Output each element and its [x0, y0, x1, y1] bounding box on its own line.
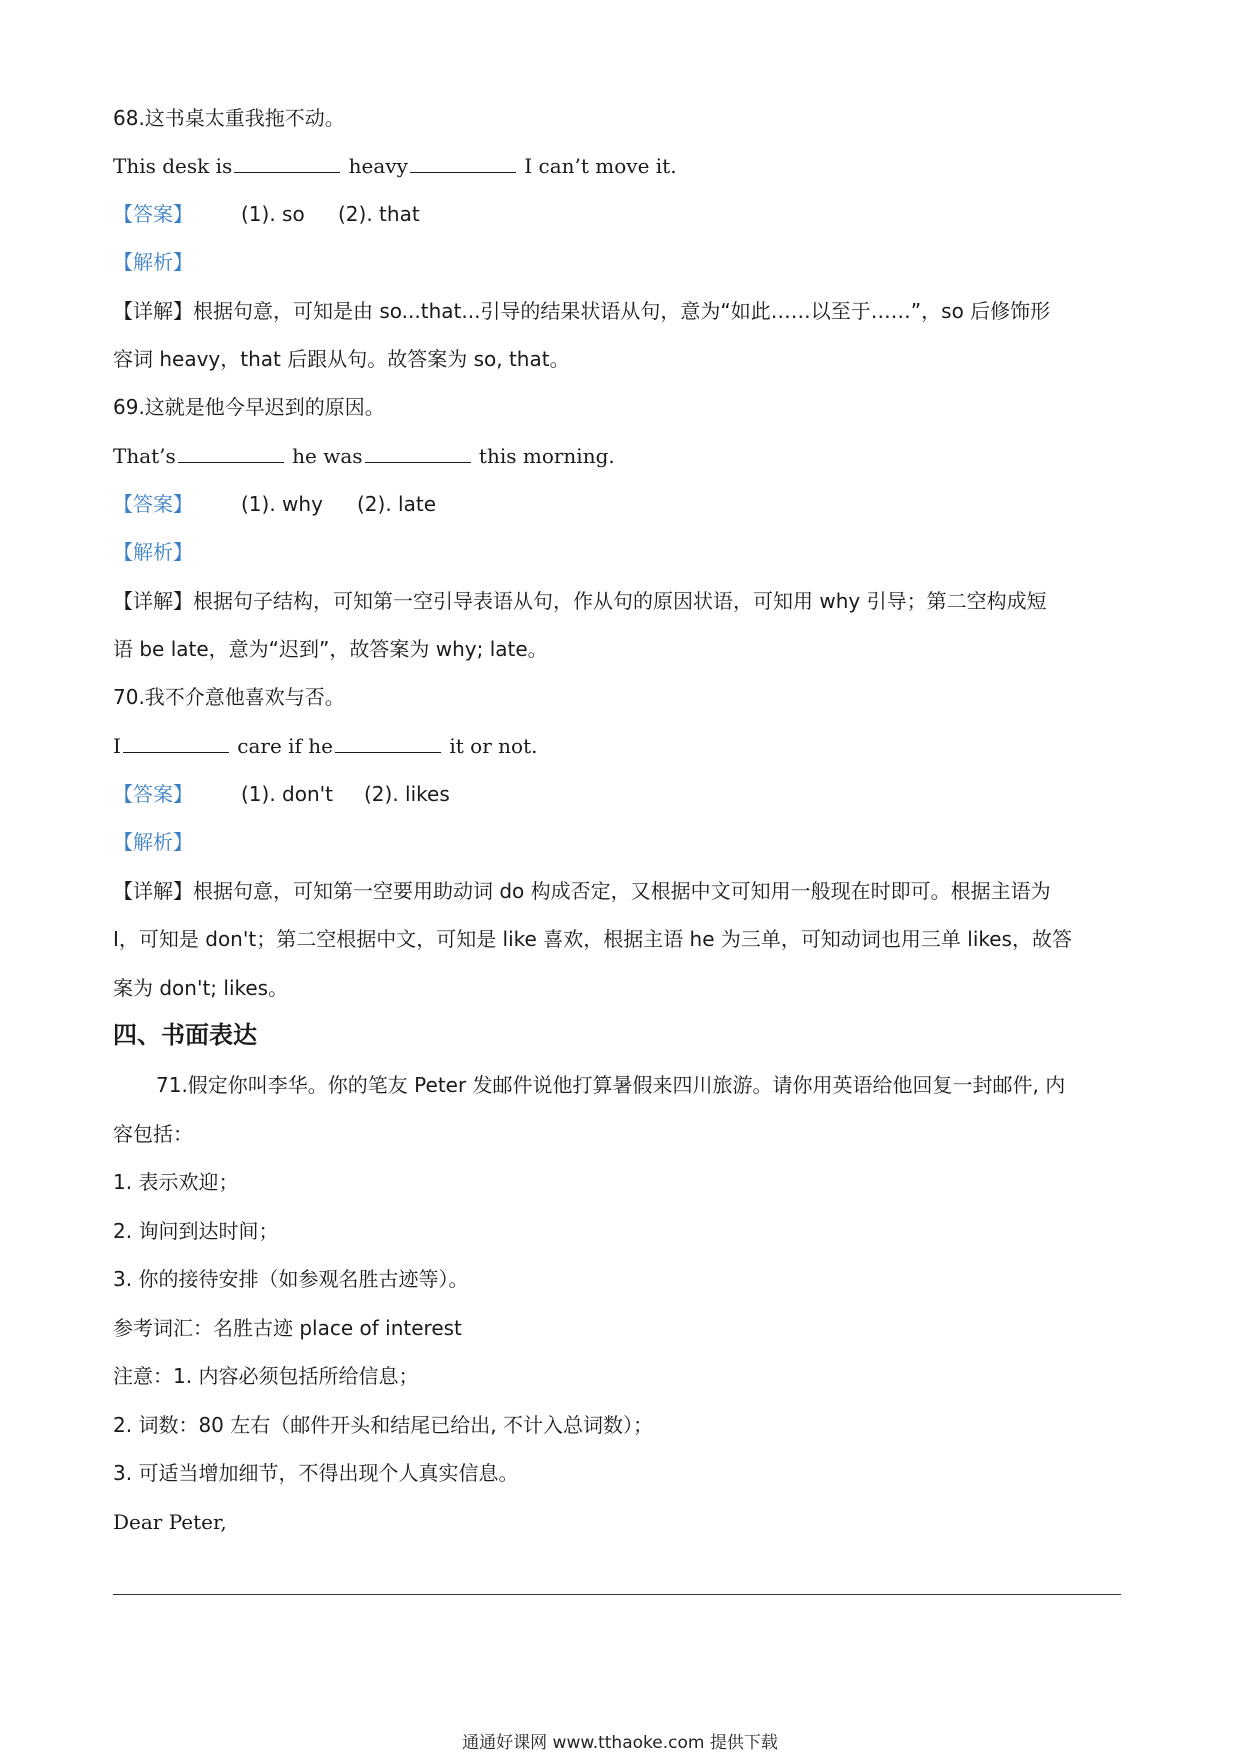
q68-part-1: This desk is — [113, 154, 233, 178]
analysis-tag: 【解析】 — [113, 830, 193, 854]
detail-tag: 【详解】 — [113, 299, 193, 323]
letter-greeting: Dear Peter, — [113, 1510, 227, 1534]
q68-part-3: I can’t move it. — [524, 154, 677, 178]
q70-answer-1: (1). don't — [241, 782, 333, 806]
detail-tag: 【详解】 — [113, 589, 193, 613]
note-2: 2. 词数：80 左右（邮件开头和结尾已给出, 不计入总词数）； — [113, 1413, 653, 1437]
q68-answer-2: (2). that — [338, 202, 420, 226]
q69-answer-row — [113, 490, 437, 518]
q70-part-2: care if he — [237, 734, 334, 758]
q69-blank-2[interactable] — [365, 442, 471, 463]
note-1: 注意：1. 内容必须包括所给信息； — [113, 1364, 419, 1388]
q69-detail-text-1: 根据句子结构，可知第一空引导表语从句，作从句的原因状语，可知用 why 引导；第二空构成短 — [193, 589, 1047, 613]
q69-part-1: That’s — [113, 444, 176, 468]
writing-task-line-1: 71.假定你叫李华。你的笔友 Peter 发邮件说他打算暑假来四川旅游。请你用英语给他回复一封邮件, 内 — [156, 1073, 1066, 1097]
writing-task-line-2: 容包括： — [113, 1122, 193, 1146]
q70-part-3: it or not. — [449, 734, 538, 758]
q69-prompt: 69.这就是他今早迟到的原因。 — [113, 395, 385, 419]
q68-prompt: 68.这书桌太重我拖不动。 — [113, 106, 345, 130]
writing-line[interactable] — [113, 1594, 1121, 1595]
q70-answer-2: (2). likes — [364, 782, 450, 806]
answer-tag: 【答案】 — [113, 492, 193, 516]
writing-task-point-1: 1. 表示欢迎； — [113, 1170, 239, 1194]
q70-sentence — [113, 732, 537, 760]
q70-detail-line-1 — [113, 877, 1051, 905]
q70-detail-text-1: 根据句意，可知第一空要用助动词 do 构成否定，又根据中文可知用一般现在时即可。根据主语为 — [193, 879, 1051, 903]
note-3: 3. 可适当增加细节，不得出现个人真实信息。 — [113, 1461, 519, 1485]
detail-tag: 【详解】 — [113, 879, 193, 903]
q69-answer-2: (2). late — [357, 492, 437, 516]
q69-sentence — [113, 442, 615, 470]
q69-detail-line-1 — [113, 587, 1047, 615]
q69-answer-1: (1). why — [241, 492, 323, 516]
q69-detail-line-2: 语 be late，意为“迟到”，故答案为 why; late。 — [113, 637, 548, 661]
q68-blank-2[interactable] — [410, 152, 516, 173]
q70-part-1: I — [113, 734, 121, 758]
q68-detail-line-1 — [113, 297, 1050, 325]
q68-answer-1: (1). so — [241, 202, 305, 226]
q70-blank-2[interactable] — [335, 732, 441, 753]
vocabulary-hint: 参考词汇：名胜古迹 place of interest — [113, 1316, 462, 1340]
q70-detail-line-3: 案为 don't; likes。 — [113, 976, 289, 1000]
q70-answer-row — [113, 780, 450, 808]
q69-part-2: he was — [292, 444, 363, 468]
q70-blank-1[interactable] — [123, 732, 229, 753]
q68-sentence — [113, 152, 677, 180]
q68-part-2: heavy — [348, 154, 408, 178]
analysis-tag: 【解析】 — [113, 540, 193, 564]
analysis-tag: 【解析】 — [113, 250, 193, 274]
writing-task-point-2: 2. 询问到达时间； — [113, 1219, 279, 1243]
q68-detail-text-1: 根据句意，可知是由 so...that...引导的结果状语从句，意为“如此……以至于……”，so 后修饰形 — [193, 299, 1051, 323]
q69-blank-1[interactable] — [178, 442, 284, 463]
q68-blank-1[interactable] — [234, 152, 340, 173]
q69-part-3: this morning. — [478, 444, 615, 468]
q70-detail-line-2: I，可知是 don't；第二空根据中文，可知是 like 喜欢，根据主语 he 为三单，可知动词也用三单 likes，故答 — [113, 927, 1072, 951]
answer-tag: 【答案】 — [113, 782, 193, 806]
writing-task-point-3: 3. 你的接待安排（如参观名胜古迹等）。 — [113, 1267, 469, 1291]
footer: 通通好课网 www.tthaoke.com 提供下载 — [462, 1733, 778, 1753]
q68-detail-line-2: 容词 heavy，that 后跟从句。故答案为 so, that。 — [113, 347, 570, 371]
q68-answer-row — [113, 200, 420, 228]
q70-prompt: 70.我不介意他喜欢与否。 — [113, 685, 345, 709]
section-title: 四、书面表达 — [113, 1021, 257, 1049]
answer-tag: 【答案】 — [113, 202, 193, 226]
